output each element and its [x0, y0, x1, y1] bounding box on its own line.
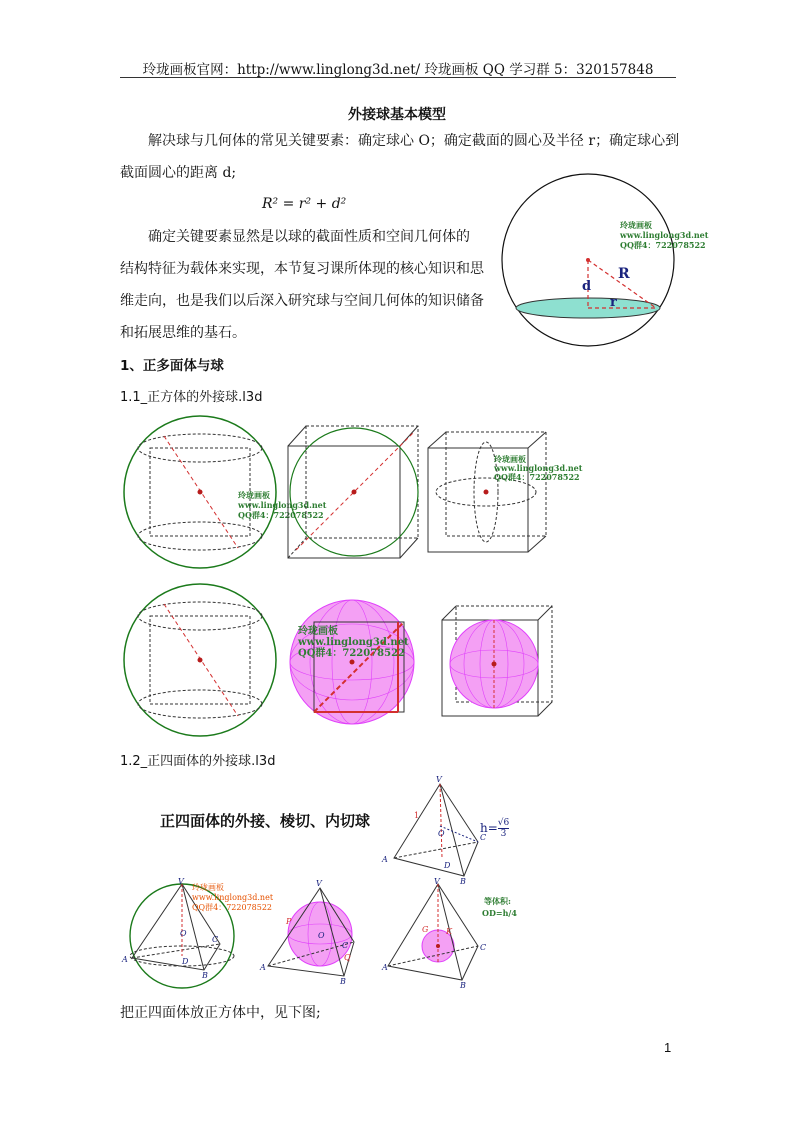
svg-text:D: D [182, 957, 189, 966]
svg-text:V: V [434, 877, 440, 886]
cube-figures-row-2 [120, 582, 560, 742]
h-formula: h= $\frac{√6}{3}$ [480, 818, 510, 839]
para2-line-2: 结构特征为载体来实现，本节复习课所体现的核心知识和思 [120, 261, 484, 277]
svg-text:玲珑画板: 玲珑画板 [620, 220, 652, 230]
svg-text:A: A [122, 955, 128, 964]
svg-text:C: C [342, 941, 349, 950]
svg-text:A: A [260, 963, 266, 972]
para2-line-3: 维走向，也是我们以后深入研究球与空间几何体的知识储备 [120, 293, 484, 309]
svg-text:QQ群4：722078522: QQ群4：722078522 [620, 240, 706, 250]
svg-text:玲珑画板: 玲珑画板 [494, 454, 526, 464]
svg-text:QQ群4：722078522: QQ群4：722078522 [238, 510, 324, 520]
svg-text:V: V [316, 879, 322, 888]
closing-text: 把正四面体放正方体中，见下图; [120, 1005, 321, 1021]
svg-text:A: A [382, 963, 388, 972]
svg-text:www.linglong3d.net: www.linglong3d.net [192, 893, 274, 902]
intro-line-1: 解决球与几何体的常见关键要素：确定球心 O；确定截面的圆心及半径 r；确定球心到 [148, 133, 680, 149]
svg-text:玲珑画板: 玲珑画板 [298, 626, 338, 637]
label-d: d [582, 279, 592, 294]
caption-1-2: 1.2_正四面体的外接球.l3d [120, 754, 276, 769]
sphere-section-figure [498, 170, 709, 350]
svg-text:1: 1 [414, 811, 420, 820]
svg-text:OD=h/4: OD=h/4 [482, 908, 517, 918]
svg-text:A: A [382, 855, 388, 864]
svg-text:B: B [460, 981, 466, 990]
svg-text:等体积:: 等体积: [484, 896, 511, 906]
svg-text:V: V [436, 775, 442, 784]
para2-line-4: 和拓展思维的基石。 [120, 325, 246, 341]
svg-text:www.linglong3d.net: www.linglong3d.net [298, 637, 409, 648]
svg-text:K: K [446, 927, 452, 936]
svg-text:C: C [212, 935, 219, 944]
svg-text:B: B [202, 971, 208, 980]
caption-1-1: 1.1_正方体的外接球.l3d [120, 390, 263, 405]
page-number: 1 [664, 1040, 672, 1055]
svg-text:www.linglong3d.net: www.linglong3d.net [238, 500, 327, 510]
tetra-title: 正四面体的外接、棱切、内切球 [160, 812, 371, 830]
intro-line-2: 截面圆心的距离 d; [120, 165, 237, 181]
svg-text:B: B [340, 977, 346, 986]
svg-text:www.linglong3d.net: www.linglong3d.net [494, 463, 583, 473]
para2-line-1: 确定关键要素显然是以球的截面性质和空间几何体的 [148, 229, 470, 245]
tetra-figures-row [120, 876, 540, 988]
svg-text:QQ群4：722078522: QQ群4：722078522 [494, 472, 580, 482]
cube-figures-row-1 [120, 412, 583, 572]
svg-text:G: G [422, 925, 429, 934]
formula: R² = r² + d² [262, 196, 347, 212]
svg-text:B: B [460, 877, 466, 886]
page-header: 玲珑画板官网：http://www.linglong3d.net/ 玲珑画板 QQ 学习群 5：320157848 [142, 62, 654, 78]
header-rule [120, 77, 676, 78]
svg-text:V: V [178, 877, 184, 886]
section-1-heading: 1、正多面体与球 [120, 358, 224, 374]
svg-text:O: O [180, 929, 187, 938]
svg-text:O: O [438, 829, 445, 838]
svg-text:QQ群4：722078522: QQ群4：722078522 [298, 648, 406, 659]
svg-text:QQ群4：722078522: QQ群4：722078522 [192, 903, 273, 912]
svg-text:O: O [318, 931, 325, 940]
label-r: r [610, 295, 617, 310]
svg-text:www.linglong3d.net: www.linglong3d.net [620, 230, 709, 240]
label-R: R [618, 266, 630, 282]
svg-text:P: P [286, 917, 292, 926]
svg-text:C: C [480, 943, 487, 952]
svg-text:D: D [444, 861, 451, 870]
svg-text:C: C [480, 833, 487, 842]
svg-text:玲珑画板: 玲珑画板 [238, 490, 270, 500]
svg-text:玲珑画板: 玲珑画板 [192, 883, 224, 892]
page-title: 外接球基本模型 [348, 107, 446, 123]
svg-text:Q: Q [344, 953, 351, 962]
